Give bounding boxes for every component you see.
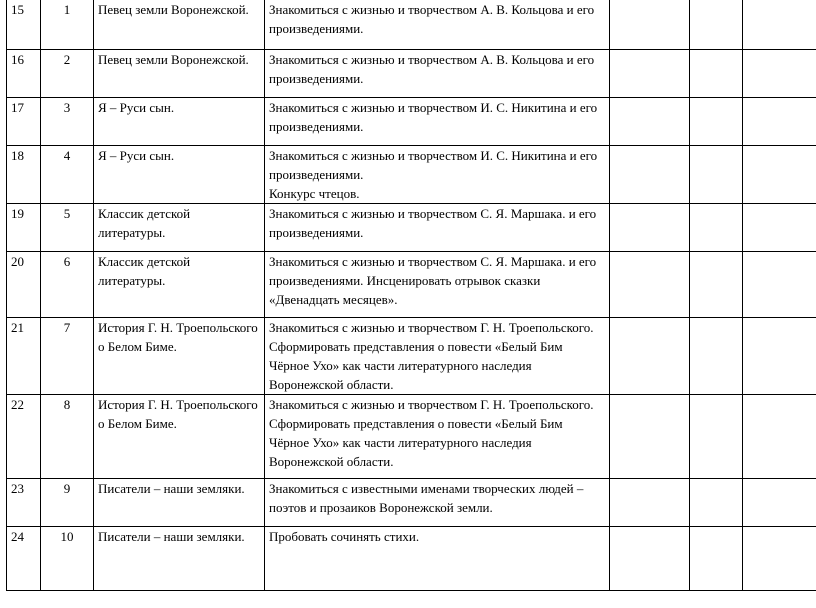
section-lesson-number-cell: 4 [41, 145, 94, 203]
section-lesson-number-cell: 6 [41, 251, 94, 317]
lesson-number-cell: 23 [7, 478, 41, 526]
empty-cell [610, 0, 690, 49]
empty-cell [690, 49, 743, 97]
empty-cell [690, 0, 743, 49]
empty-cell [610, 49, 690, 97]
section-lesson-number-cell: 2 [41, 49, 94, 97]
empty-cell [743, 0, 816, 49]
empty-cell [690, 97, 743, 145]
empty-cell [610, 145, 690, 203]
empty-cell [743, 97, 816, 145]
lesson-number-cell: 16 [7, 49, 41, 97]
lesson-plan-page [6, 0, 816, 591]
lesson-number-cell: 20 [7, 251, 41, 317]
topic-cell: Певец земли Воронежской. [94, 49, 265, 97]
empty-cell [610, 251, 690, 317]
goal-text: Знакомиться с известными именами творческих людей – поэтов и прозаиков Воронежской земли. [269, 480, 584, 515]
table-row [7, 526, 816, 590]
table-row [7, 145, 816, 203]
goal-text: Знакомиться с жизнью и творчеством С. Я. Маршака. и его произведениями. [269, 205, 597, 240]
section-lesson-number-cell: 10 [41, 526, 94, 590]
table-row [7, 317, 816, 394]
empty-cell [743, 203, 816, 251]
goal-cell [265, 49, 610, 97]
topic-cell: Классик детской литературы. [94, 251, 265, 317]
goal-cell [265, 0, 610, 49]
goal-cell [265, 526, 610, 590]
topic-cell: Я – Руси сын. [94, 145, 265, 203]
empty-cell [743, 526, 816, 590]
table-body [7, 0, 816, 590]
goal-text: Знакомиться с жизнью и творчеством Г. Н. Троепольского. Сформировать представления о повести «Белый Бим Чёрное Ухо» как части литературного наследия Воронежской области. [269, 319, 594, 392]
empty-cell [743, 49, 816, 97]
goal-cell [265, 145, 610, 203]
goal-cell [265, 317, 610, 394]
section-lesson-number-cell: 8 [41, 394, 94, 478]
lesson-number-cell: 18 [7, 145, 41, 203]
empty-cell [610, 317, 690, 394]
section-lesson-number-cell: 5 [41, 203, 94, 251]
empty-cell [743, 145, 816, 203]
section-lesson-number-cell: 9 [41, 478, 94, 526]
table-row [7, 394, 816, 478]
goal-cell [265, 394, 610, 478]
table-row [7, 97, 816, 145]
topic-cell: Писатели – наши земляки. [94, 526, 265, 590]
goal-cell [265, 97, 610, 145]
empty-cell [610, 526, 690, 590]
goal-extra-text: Конкурс чтецов. [269, 185, 360, 201]
lesson-number-cell: 22 [7, 394, 41, 478]
empty-cell [743, 394, 816, 478]
goal-cell [265, 203, 610, 251]
table-row [7, 251, 816, 317]
empty-cell [743, 478, 816, 526]
goal-text: Знакомиться с жизнью и творчеством А. В. Кольцова и его произведениями. [269, 2, 595, 36]
lesson-number-cell: 17 [7, 97, 41, 145]
goal-text: Знакомиться с жизнью и творчеством И. С. Никитина и его произведениями. [269, 99, 598, 134]
topic-cell: Я – Руси сын. [94, 97, 265, 145]
goal-text: Пробовать сочинять стихи. [269, 528, 420, 544]
topic-cell: История Г. Н. Троепольского о Белом Биме. [94, 317, 265, 394]
goal-text: Знакомиться с жизнью и творчеством А. В. Кольцова и его произведениями. [269, 51, 595, 86]
empty-cell [690, 251, 743, 317]
table-row [7, 49, 816, 97]
empty-cell [743, 317, 816, 394]
topic-cell: История Г. Н. Троепольского о Белом Биме. [94, 394, 265, 478]
topic-cell: Классик детской литературы. [94, 203, 265, 251]
section-lesson-number-cell: 7 [41, 317, 94, 394]
table-row [7, 478, 816, 526]
goal-text: Знакомиться с жизнью и творчеством Г. Н. Троепольского. Сформировать представления о повести «Белый Бим Чёрное Ухо» как части литературного наследия Воронежской области. [269, 396, 594, 469]
topic-cell: Писатели – наши земляки. [94, 478, 265, 526]
empty-cell [690, 145, 743, 203]
empty-cell [690, 526, 743, 590]
goal-text: Знакомиться с жизнью и творчеством С. Я. Маршака. и его произведениями. Инсценировать отрывок сказки «Двенадцать месяцев». [269, 253, 597, 307]
goal-cell [265, 478, 610, 526]
empty-cell [690, 394, 743, 478]
empty-cell [690, 478, 743, 526]
section-lesson-number-cell: 1 [41, 0, 94, 49]
lesson-number-cell: 15 [7, 0, 41, 49]
goal-cell [265, 251, 610, 317]
lesson-plan-table [6, 0, 816, 591]
table-row [7, 0, 816, 49]
empty-cell [610, 394, 690, 478]
lesson-number-cell: 24 [7, 526, 41, 590]
goal-text: Знакомиться с жизнью и творчеством И. С. Никитина и его произведениями. [269, 147, 598, 182]
empty-cell [610, 97, 690, 145]
empty-cell [743, 251, 816, 317]
empty-cell [610, 478, 690, 526]
lesson-number-cell: 21 [7, 317, 41, 394]
lesson-number-cell: 19 [7, 203, 41, 251]
empty-cell [690, 317, 743, 394]
empty-cell [690, 203, 743, 251]
empty-cell [610, 203, 690, 251]
section-lesson-number-cell: 3 [41, 97, 94, 145]
table-row [7, 203, 816, 251]
topic-cell: Певец земли Воронежской. [94, 0, 265, 49]
